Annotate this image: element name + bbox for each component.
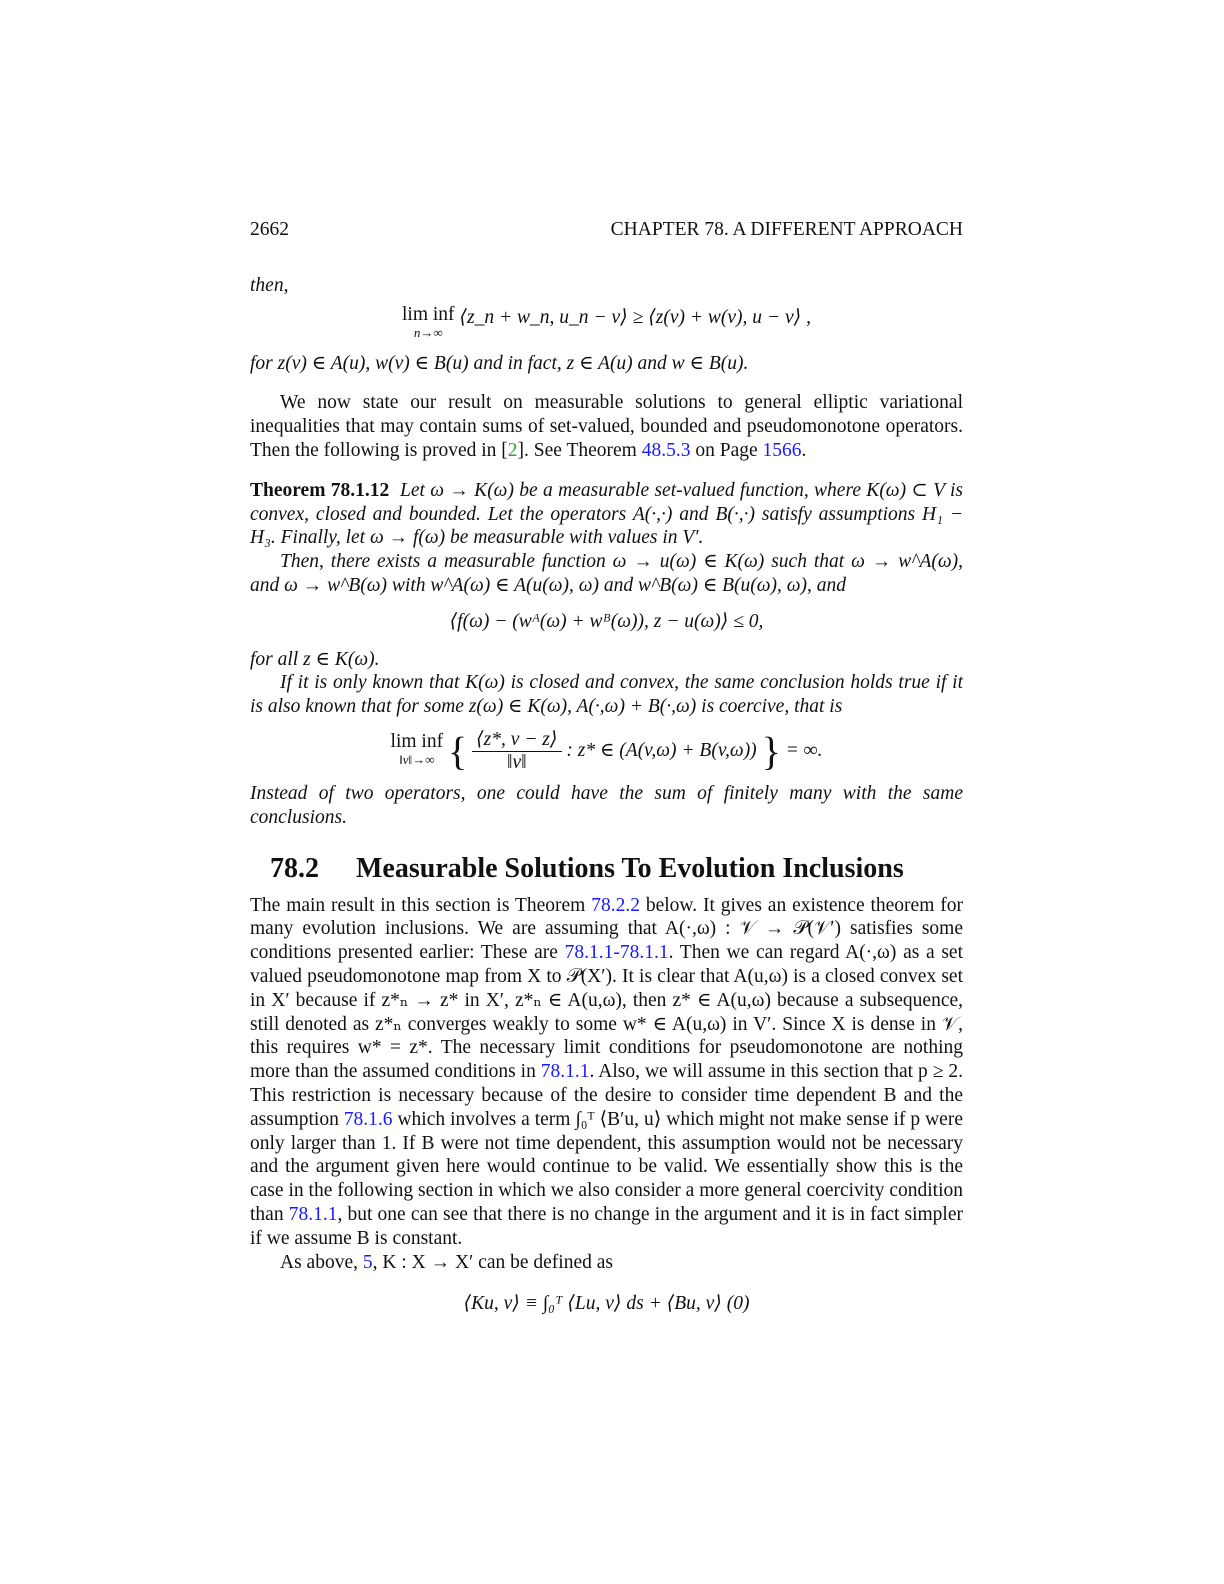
intro-paragraph: [250, 391, 963, 462]
equation-coercive: [250, 729, 963, 774]
theorem-link[interactable]: 78.2.2: [591, 894, 640, 916]
coercive-limit-label: lim inf: [390, 731, 444, 753]
left-brace: {: [447, 728, 468, 774]
citation-link[interactable]: 2: [507, 439, 518, 461]
coercive-set: : z* ∈ (A(v,ω) + B(v,ω)): [566, 739, 757, 761]
section-title: Measurable Solutions To Evolution Inclusions: [356, 852, 904, 884]
body-text: The main result in this section is Theorem: [250, 894, 592, 916]
intro-text: ]. See Theorem: [517, 439, 642, 461]
equation-definition: ⟨Ku, v⟩ ≡ ∫₀ᵀ ⟨Lu, v⟩ ds + ⟨Bu, v⟩ (0): [463, 1293, 750, 1315]
equation-link[interactable]: 78.1.1: [540, 1061, 590, 1083]
definition-paragraph: [250, 1251, 963, 1275]
liminf-body: ⟨z_n + w_n, u_n − v⟩ ≥ ⟨z(v) + w(v), u − v⟩ ,: [459, 306, 811, 328]
equation-link[interactable]: 5: [362, 1251, 373, 1273]
body-text: . Also, we will assume in this section that p ≥ 2. This restriction is necessary because of the desire to consider time dependent B and the assumption: [250, 1061, 963, 1130]
running-header: [250, 218, 963, 242]
body-text: . Then we can regard A(·,ω) as a set valued pseudomonotone map from X to 𝒫(X′). It is clear that A(u,ω) is a closed convex set in X′ because if z*ₙ → z* in X′, z*ₙ ∈ A(u,ω), then z* ∈ A(u,ω) because a subsequence, still denoted as z*ₙ converges weakly to some w* ∈ A(u,ω) in V′. Since X is dense in 𝒱, this requires w* = z*. The necessary limit conditions for pseudomonotone are nothing more than the assumed conditions in: [250, 942, 963, 1083]
coercive-result: = ∞.: [785, 739, 823, 761]
theorem-paragraph-1: [250, 479, 963, 550]
page-number: 2662: [250, 219, 289, 240]
fraction-numerator: ⟨z*, v − z⟩: [472, 729, 561, 752]
equation-inequality: ⟨f(ω) − (wᴬ(ω) + wᴮ(ω)), z − u(ω)⟩ ≤ 0,: [449, 610, 764, 632]
equation-link[interactable]: 78.1.1: [288, 1203, 338, 1225]
coercive-limit: [391, 733, 444, 769]
equation-liminf: [250, 303, 963, 342]
theorem-text: Let ω → K(ω) be a measurable set-valued function, where K(ω) ⊂ V is convex, closed and bounded. Let the operators A(·,·) and B(·,·) satisfy assumptions H₁ − H₃. Finally, let ω → f(ω) be measurable with values in V′.: [250, 479, 963, 549]
theorem-paragraph-4: If it is only known that K(ω) is closed and convex, the same conclusion holds true if it is also known that for some z(ω) ∈ K(ω), A(·,ω) + B(·,ω) is coercive, that is: [250, 672, 963, 718]
theorem-paragraph-5: Instead of two operators, one could have the sum of finitely many with the same conclusions.: [250, 782, 963, 828]
liminf-label: lim inf: [402, 303, 455, 325]
body-text: , but one can see that there is no change in the argument and it is in fact simpler if we assume B is constant.: [250, 1203, 963, 1249]
equation-link[interactable]: 78.1.6: [343, 1108, 393, 1130]
intro-text: We now state our result on measurable solutions to general elliptic variational inequalities that may contain sums of set-valued, bounded and pseudomonotone operators. Then the following is proved in [: [250, 392, 963, 461]
fraction: [472, 729, 561, 774]
equation-link[interactable]: 78.1.1-78.1.1: [564, 942, 669, 964]
right-brace: }: [761, 728, 781, 774]
chapter-title: CHAPTER 78. A DIFFERENT APPROACH: [610, 219, 963, 240]
body-text: which involves a term ∫₀ᵀ ⟨B′u, u⟩ which might not make sense if p were only larger than 1. If B were not time dependent, this assumption would not be necessary and the argument given here would continue to be valid. We essentially show this is the case in the following section in which we also consider a more general coercivity condition than: [250, 1108, 963, 1225]
then-line: then,: [250, 274, 289, 296]
theorem-paragraph-2: Then, there exists a measurable function ω → u(ω) ∈ K(ω) such that ω → w^A(ω), and ω → w^B(ω) with w^A(ω) ∈ A(u(ω), ω) and w^B(ω) ∈ B(u(ω), ω), and: [250, 551, 963, 596]
body-text: , K : X → X′ can be defined as: [372, 1251, 613, 1273]
body-paragraph: [250, 894, 963, 1251]
intro-text: .: [801, 439, 807, 461]
theorem-paragraph-3: for all z ∈ K(ω).: [250, 648, 380, 670]
section-heading: [270, 852, 963, 886]
body-text: below. It gives an existence theorem for many evolution inclusions. We are assuming that A(·,ω) : 𝒱 → 𝒫(𝒱′) satisfies some conditions presented earlier: These are: [250, 894, 963, 964]
page: [250, 218, 963, 1326]
page-link[interactable]: 1566: [762, 439, 802, 461]
equation-condition: for z(v) ∈ A(u), w(v) ∈ B(u) and in fact, z ∈ A(u) and w ∈ B(u).: [250, 352, 749, 374]
theorem-label: Theorem 78.1.12: [250, 479, 390, 501]
body-text: As above,: [280, 1251, 363, 1273]
intro-text: on Page: [690, 439, 763, 461]
theorem-link[interactable]: 48.5.3: [641, 439, 691, 461]
section-number: 78.2: [270, 852, 319, 884]
fraction-denominator: ‖v‖: [506, 751, 527, 773]
coercive-limit-subscript: ‖v‖→∞: [399, 752, 435, 768]
liminf-subscript: n→∞: [413, 324, 443, 340]
liminf-operator: [402, 303, 455, 342]
